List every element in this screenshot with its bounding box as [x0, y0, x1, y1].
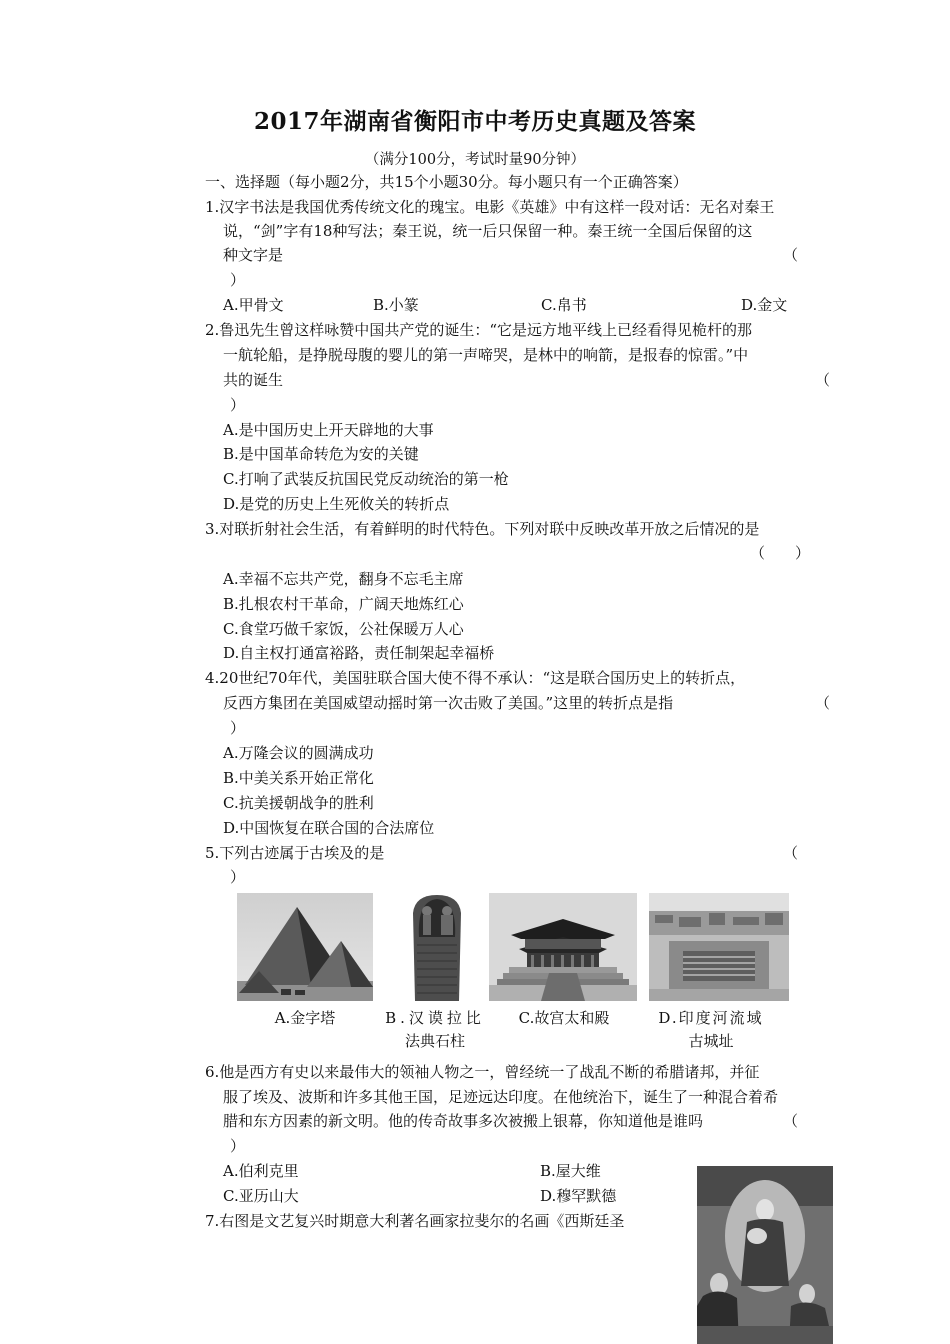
q5-caption-c: C.故宫太和殿	[518, 1009, 610, 1027]
q5-line1: 5.下列古迹属于古埃及的是	[205, 844, 385, 862]
q5-caption-a: A.金字塔	[274, 1009, 336, 1027]
q4-option-b: B.中美关系开始正常化	[223, 769, 374, 787]
q3-option-a: A.幸福不忘共产党，翻身不忘毛主席	[223, 570, 464, 588]
q1-answer-paren-close: ）	[230, 271, 246, 289]
q6-answer-paren-close: ）	[230, 1137, 246, 1155]
q3-option-c: C.食堂巧做千家饭，公社保暖万人心	[223, 620, 464, 638]
q3-option-d: D.自主权打通富裕路，责任制架起幸福桥	[223, 644, 495, 662]
q4-line2: 反西方集团在美国威望动摇时第一次击败了美国。”这里的转折点是指	[223, 694, 674, 712]
q6-option-d: D.穆罕默德	[540, 1187, 617, 1205]
q4-option-d: D.中国恢复在联合国的合法席位	[223, 819, 435, 837]
hammurabi-stele-photo	[405, 893, 469, 1001]
q5-answer-paren-close: ）	[230, 868, 246, 886]
q2-option-c: C.打响了武装反抗国民党反动统治的第一枪	[223, 470, 509, 488]
q2-line2: 一航轮船，是挣脱母腹的婴儿的第一声啼哭，是林中的响箭，是报春的惊雷。”中	[223, 346, 749, 364]
q1-line1: 1.汉字书法是我国优秀传统文化的瑰宝。电影《英雄》中有这样一段对话：无名对秦王	[205, 198, 775, 216]
pyramids-photo	[237, 893, 373, 1001]
ruins-drawing	[649, 893, 789, 1001]
q6-line3: 腊和东方因素的新文明。他的传奇故事多次被搬上银幕，你知道他是谁吗	[223, 1112, 704, 1130]
q2-answer-paren-close: ）	[230, 396, 246, 414]
pyramids-drawing	[237, 893, 373, 1001]
q4-line1: 4.20世纪70年代，美国驻联合国大使不得不承认：“这是联合国历史上的转折点，	[205, 669, 746, 687]
q4-answer-paren-close: ）	[230, 719, 246, 737]
forbidden-city-hall-photo	[489, 893, 637, 1001]
q5-caption-d-line2: 古城址	[688, 1032, 734, 1050]
q6-line2: 服了埃及、波斯和许多其他王国，足迹远达印度。在他统治下，诞生了一种混合着希	[223, 1088, 779, 1106]
q6-option-b: B.屋大维	[540, 1162, 601, 1180]
q4-answer-paren-open: （	[815, 694, 831, 712]
sistine-madonna-painting	[697, 1166, 833, 1344]
q6-answer-paren-open: （	[783, 1112, 799, 1130]
q2-line1: 2.鲁迅先生曾这样咏赞中国共产党的诞生：“它是远方地平线上已经看得见桅杆的那	[205, 321, 752, 339]
q1-option-c: C.帛书	[541, 296, 587, 314]
q7-line1: 7.右图是文艺复兴时期意大利著名画家拉斐尔的名画《西斯廷圣	[205, 1212, 625, 1230]
q3-line1: 3.对联折射社会生活，有着鲜明的时代特色。下列对联中反映改革开放之后情况的是	[205, 520, 760, 538]
q1-line3: 种文字是	[223, 246, 284, 264]
hall-drawing	[489, 893, 637, 1001]
q5-caption-b-line1: B.汉谟拉比	[385, 1009, 485, 1027]
q1-option-d: D.金文	[741, 296, 788, 314]
q2-option-a: A.是中国历史上开天辟地的大事	[223, 421, 434, 439]
q3-option-b: B.扎根农村干革命，广阔天地炼红心	[223, 595, 464, 613]
q2-option-d: D.是党的历史上生死攸关的转折点	[223, 495, 450, 513]
q5-caption-d-line1: D.印度河流域	[658, 1009, 764, 1027]
q1-option-b: B.小篆	[373, 296, 419, 314]
q4-option-a: A.万隆会议的圆满成功	[223, 744, 374, 762]
q5-answer-paren-open: （	[783, 844, 799, 862]
q1-option-a: A.甲骨文	[223, 296, 284, 314]
indus-valley-ruins-photo	[649, 893, 789, 1001]
q6-line1: 6.他是西方有史以来最伟大的领袖人物之一，曾经统一了战乱不断的希腊诸邦，并征	[205, 1063, 760, 1081]
q4-option-c: C.抗美援朝战争的胜利	[223, 794, 374, 812]
madonna-drawing	[697, 1166, 833, 1344]
q2-answer-paren-open: （	[815, 371, 831, 389]
q1-line2: 说，“剑”字有18种写法；秦王说，统一后只保留一种。秦王统一全国后保留的这	[223, 222, 753, 240]
q1-answer-paren-open: （	[783, 246, 799, 264]
q2-option-b: B.是中国革命转危为安的关键	[223, 445, 419, 463]
stele-drawing	[405, 893, 469, 1001]
page-title: 2017年湖南省衡阳市中考历史真题及答案	[253, 108, 696, 135]
q6-option-c: C.亚历山大	[223, 1187, 299, 1205]
section-heading: 一、选择题（每小题2分，共15个小题30分。每小题只有一个正确答案）	[205, 173, 688, 191]
q6-option-a: A.伯利克里	[223, 1162, 299, 1180]
q2-line3: 共的诞生	[223, 371, 284, 389]
exam-info: （满分100分，考试时量90分钟）	[364, 152, 586, 168]
q5-caption-b-line2: 法典石柱	[404, 1032, 465, 1050]
q3-answer-paren: （ ）	[750, 544, 811, 562]
